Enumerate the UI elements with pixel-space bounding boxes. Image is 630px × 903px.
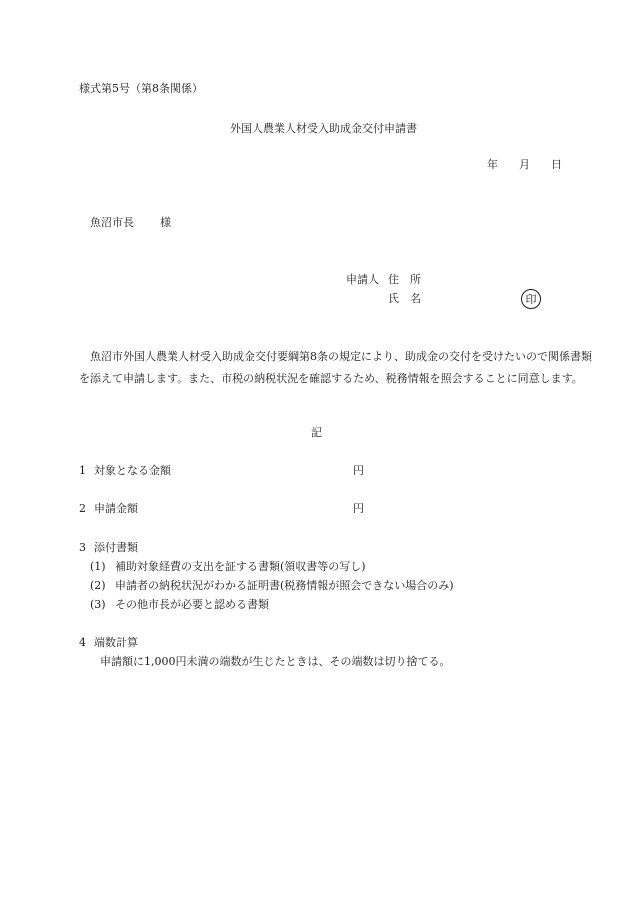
item-3-sub-2-number: (2) [90,579,106,592]
form-number: 様式第5号（第8条関係） [79,82,203,95]
date-month-label: 月 [519,158,530,171]
item-3-label: 添付書類 [94,541,138,554]
item-2-unit: 円 [353,502,364,515]
item-4-label: 端数計算 [94,636,138,649]
item-4-number: 4 [79,636,86,649]
item-3-sub-2-text: 申請者の納税状況がわかる証明書(税務情報が照会できない場合のみ) [115,579,454,592]
item-3-number: 3 [79,541,86,554]
item-1-label: 対象となる金額 [94,464,171,477]
date-year-label: 年 [487,158,498,171]
item-1-number: 1 [79,464,86,477]
statement-line-2: を添えて申請します。また、市税の納税状況を確認するため、税務情報を照会することに同意します。 [79,372,583,385]
applicant-label: 申請人 [346,273,379,286]
item-3-sub-1-number: (1) [90,560,106,573]
addressee-name: 魚沼市長 [90,216,134,229]
statement-line-1: 魚沼市外国人農業人材受入助成金交付要綱第8条の規定により、助成金の交付を受けたいので関係書類 [90,350,592,363]
form-title: 外国人農業人材受入助成金交付申請書 [230,122,417,135]
application-statement [79,346,592,390]
addressee-honorific: 様 [160,216,171,229]
item-1-unit: 円 [353,464,364,477]
item-3-sub-3-text: その他市長が必要と認める書類 [115,598,269,611]
seal-mark: 印 [521,289,541,309]
item-4-text: 申請額に1,000円未満の端数が生じたときは、その端数は切り捨てる。 [100,655,451,668]
applicant-address-label: 住 所 [388,273,421,286]
date-day-label: 日 [551,158,562,171]
ki-heading: 記 [311,426,322,439]
item-3-sub-1-text: 補助対象経費の支出を証する書類(領収書等の写し) [115,560,366,573]
item-2-label: 申請金額 [94,502,138,515]
item-3-sub-3-number: (3) [90,598,106,611]
applicant-name-label: 氏 名 [388,292,421,305]
item-2-number: 2 [79,502,86,515]
